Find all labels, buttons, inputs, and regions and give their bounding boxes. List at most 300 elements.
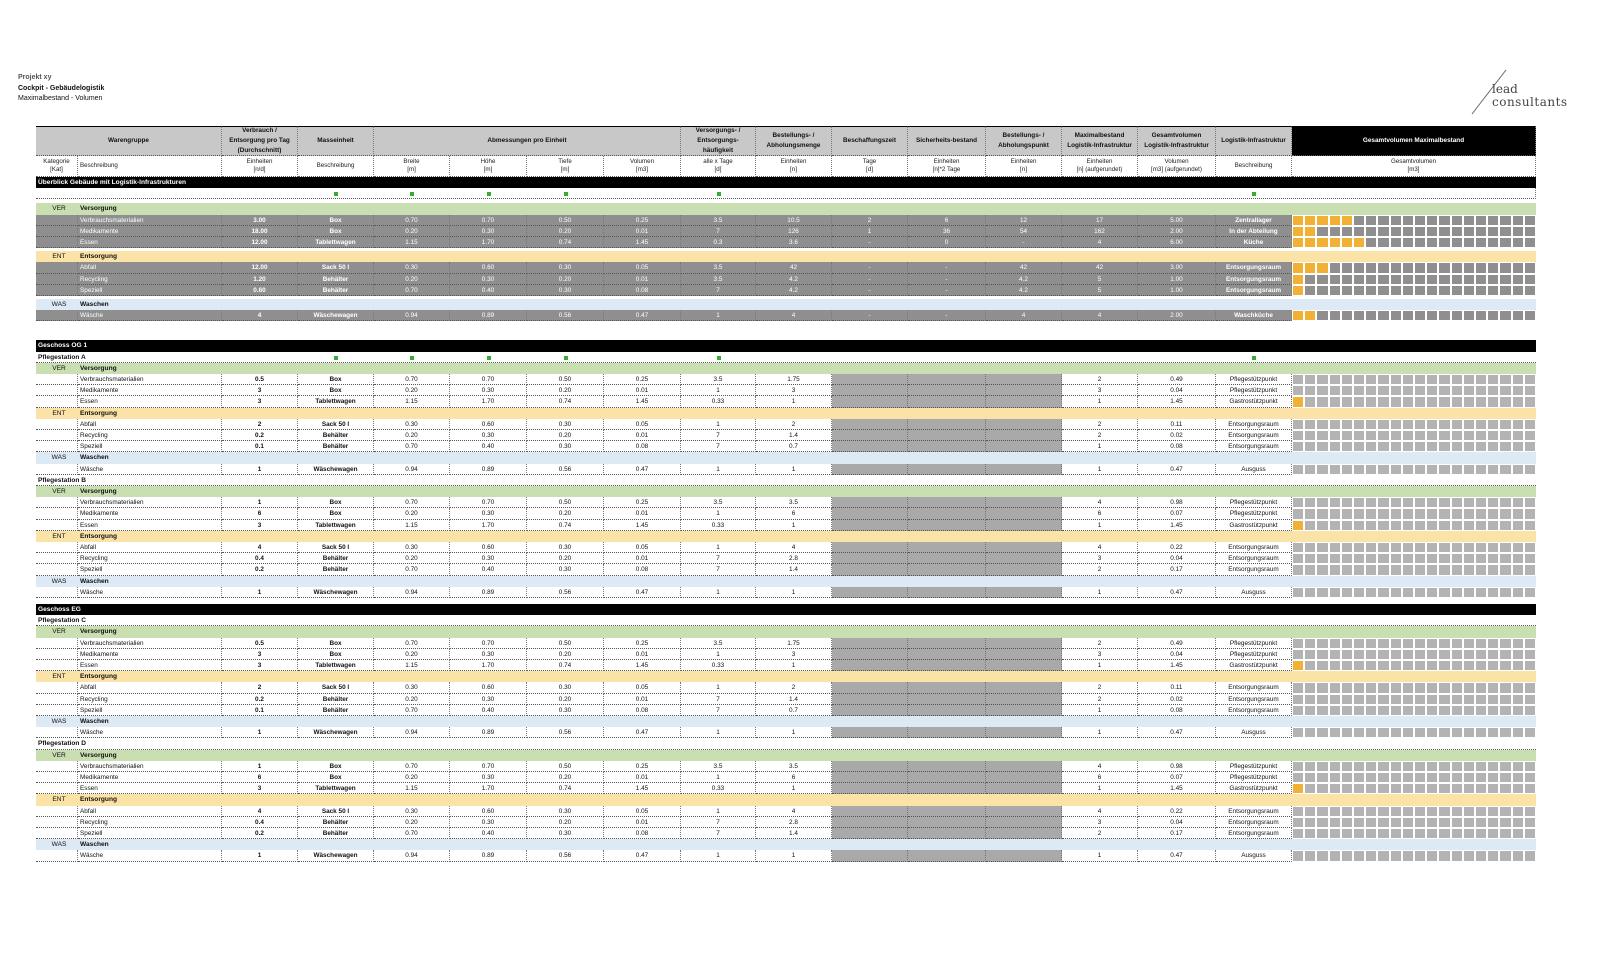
volume-grid-cell — [1365, 850, 1377, 861]
subheader-unit-label: Beschreibung — [1234, 162, 1273, 169]
volume-grid-cell — [1451, 806, 1463, 817]
volume-grid-cell — [1402, 828, 1414, 839]
cell-verbrauch: 0.4 — [222, 817, 298, 828]
subheader-unit: [m3] — [635, 166, 649, 173]
volume-grid-cell — [1402, 705, 1414, 716]
group-name: Versorgung — [80, 364, 117, 372]
cell-vol: 0.01 — [604, 817, 681, 828]
volume-grid-cell — [1341, 385, 1353, 396]
volume-grid-cell — [1475, 396, 1487, 407]
cell-infra: Entsorgungsraum — [1216, 441, 1292, 452]
group-band-ver — [36, 363, 1536, 374]
volume-grid-strip — [1292, 682, 1536, 693]
volume-grid-cell — [1487, 262, 1499, 273]
volume-grid-cell — [1402, 396, 1414, 407]
cell-verbrauch: 0.60 — [222, 285, 298, 296]
volume-grid-cell — [1390, 374, 1402, 385]
volume-grid-cell — [1451, 828, 1463, 839]
column-header: Sicherheits-bestand — [908, 126, 986, 156]
volume-grid-cell — [1451, 441, 1463, 452]
volume-grid-cell — [1512, 285, 1524, 296]
volume-grid-cell — [1329, 649, 1341, 660]
cell-verbrauch: 0.2 — [222, 430, 298, 441]
cell-beschr: Wäsche — [78, 310, 222, 321]
cell-empty — [908, 419, 986, 430]
cell-tiefe: 0.30 — [527, 806, 604, 817]
volume-grid-cell — [1402, 385, 1414, 396]
volume-grid-cell — [1304, 374, 1316, 385]
cell-kat — [36, 850, 78, 861]
station-header: Pflegestation C — [36, 615, 1536, 626]
group-code: VER — [52, 205, 66, 213]
volume-grid-cell — [1402, 660, 1414, 671]
cell-vol: 0.05 — [604, 262, 681, 273]
subheader-unit: [m] — [407, 166, 416, 173]
cell-empty — [832, 564, 908, 575]
cell-menge: 1 — [756, 587, 832, 598]
cell-hoehe: 0.89 — [450, 464, 527, 475]
volume-grid-cell — [1451, 817, 1463, 828]
volume-grid-cell — [1304, 828, 1316, 839]
cell-tiefe: 0.20 — [527, 694, 604, 705]
volume-grid-cell — [1304, 464, 1316, 475]
volume-grid-cell — [1414, 226, 1426, 237]
volume-grid-cell — [1475, 761, 1487, 772]
cell-empty — [986, 553, 1062, 564]
volume-grid-cell — [1316, 285, 1328, 296]
cell-empty — [908, 396, 986, 407]
volume-grid-cell — [1414, 761, 1426, 772]
volume-grid-cell — [1512, 430, 1524, 441]
cell-gesvol: 0.22 — [1138, 542, 1216, 553]
cell-verbrauch: 3 — [222, 660, 298, 671]
volume-grid-cell — [1414, 806, 1426, 817]
cell-empty — [986, 727, 1062, 738]
volume-grid-cell — [1463, 694, 1475, 705]
group-code: WAS — [51, 454, 67, 462]
volume-grid-cell — [1341, 464, 1353, 475]
cell-beschr: Recycling — [78, 553, 222, 564]
group-name: Entsorgung — [80, 409, 117, 417]
cell-me: Box — [298, 761, 374, 772]
volume-grid-cell — [1438, 564, 1450, 575]
volume-grid-cell — [1402, 772, 1414, 783]
cell-bpunkt: 54 — [986, 226, 1062, 237]
volume-grid-cell — [1316, 638, 1328, 649]
volume-grid-cell — [1512, 638, 1524, 649]
volume-grid-cell — [1390, 310, 1402, 321]
cell-infra: Ausguss — [1216, 587, 1292, 598]
volume-grid-cell — [1524, 682, 1536, 693]
volume-grid-cell — [1487, 553, 1499, 564]
volume-grid-cell — [1451, 772, 1463, 783]
cell-empty — [986, 464, 1062, 475]
volume-grid-cell — [1414, 649, 1426, 660]
group-name: Waschen — [80, 454, 109, 462]
volume-grid-cell — [1292, 285, 1304, 296]
cell-vol: 0.47 — [604, 850, 681, 861]
cell-maxb: 162 — [1062, 226, 1138, 237]
cell-kat — [36, 660, 78, 671]
cell-beschr: Medikamente — [78, 508, 222, 519]
cell-vol: 0.05 — [604, 542, 681, 553]
cell-beschr: Abfall — [78, 682, 222, 693]
cell-empty — [908, 817, 986, 828]
group-band-was — [36, 839, 1536, 850]
volume-grid-cell — [1499, 587, 1511, 598]
volume-grid-cell — [1329, 817, 1341, 828]
cell-hoehe: 1.70 — [450, 520, 527, 531]
volume-grid-cell — [1365, 564, 1377, 575]
volume-grid-cell — [1329, 660, 1341, 671]
volume-grid-strip — [1292, 850, 1536, 861]
volume-grid-cell — [1438, 274, 1450, 285]
volume-grid-cell — [1463, 310, 1475, 321]
volume-grid-cell — [1414, 553, 1426, 564]
volume-grid-cell — [1329, 430, 1341, 441]
volume-grid-cell — [1390, 850, 1402, 861]
cell-verbrauch: 1 — [222, 761, 298, 772]
volume-grid-cell — [1353, 727, 1365, 738]
cell-maxb: 3 — [1062, 817, 1138, 828]
volume-grid-cell — [1438, 285, 1450, 296]
volume-grid-cell — [1377, 772, 1389, 783]
column-header: Logistik-Infrastruktur — [1216, 126, 1292, 156]
volume-grid-cell — [1463, 226, 1475, 237]
group-code: VER — [52, 751, 66, 759]
volume-grid-cell — [1341, 553, 1353, 564]
volume-grid-cell — [1475, 430, 1487, 441]
volume-grid-strip — [1292, 385, 1536, 396]
volume-grid-cell — [1463, 705, 1475, 716]
volume-grid-cell — [1426, 649, 1438, 660]
station-header: Pflegestation D — [36, 738, 1536, 749]
volume-grid-cell — [1341, 310, 1353, 321]
cell-breite: 0.20 — [374, 274, 450, 285]
volume-grid-cell — [1304, 396, 1316, 407]
cell-infra: Waschküche — [1216, 310, 1292, 321]
cell-haeuf: 1 — [681, 682, 756, 693]
cell-breite: 0.94 — [374, 587, 450, 598]
volume-grid-cell — [1414, 772, 1426, 783]
volume-grid-cell — [1475, 694, 1487, 705]
volume-grid-cell — [1329, 850, 1341, 861]
cell-hoehe: 0.89 — [450, 587, 527, 598]
cell-empty — [832, 553, 908, 564]
volume-grid-cell — [1402, 649, 1414, 660]
volume-grid-cell — [1377, 553, 1389, 564]
volume-grid-cell — [1512, 396, 1524, 407]
subheader-verbrauch — [222, 156, 298, 177]
cell-me: Box — [298, 385, 374, 396]
volume-grid-cell — [1463, 850, 1475, 861]
cell-verbrauch: 0.1 — [222, 705, 298, 716]
cell-me: Box — [298, 497, 374, 508]
cell-haeuf: 1 — [681, 806, 756, 817]
volume-grid-cell — [1365, 638, 1377, 649]
volume-grid-cell — [1512, 772, 1524, 783]
volume-grid-strip — [1292, 817, 1536, 828]
cell-tiefe: 0.50 — [527, 374, 604, 385]
volume-grid-cell — [1304, 285, 1316, 296]
volume-grid-cell — [1524, 564, 1536, 575]
group-code: WAS — [51, 301, 67, 308]
cell-hoehe: 0.70 — [450, 374, 527, 385]
volume-grid-cell — [1329, 215, 1341, 226]
marker-dot — [717, 356, 721, 360]
cell-empty — [986, 649, 1062, 660]
cell-vol: 0.47 — [604, 727, 681, 738]
volume-grid-cell — [1438, 419, 1450, 430]
cell-tiefe: 0.74 — [527, 660, 604, 671]
volume-grid-cell — [1499, 430, 1511, 441]
cell-menge: 4 — [756, 542, 832, 553]
subheader-unit-label: Einheiten — [1010, 158, 1037, 165]
cell-haeuf: 3.5 — [681, 761, 756, 772]
cell-bzeit: 2 — [832, 215, 908, 226]
cell-haeuf: 7 — [681, 226, 756, 237]
cell-sich: 6 — [908, 215, 986, 226]
volume-grid-cell — [1329, 828, 1341, 839]
cell-vol: 0.08 — [604, 441, 681, 452]
marker-dot — [564, 192, 568, 196]
marker-dot — [487, 192, 491, 196]
volume-grid-cell — [1426, 310, 1438, 321]
volume-grid-cell — [1377, 464, 1389, 475]
cell-empty — [832, 705, 908, 716]
volume-grid-cell — [1524, 727, 1536, 738]
volume-grid-cell — [1499, 682, 1511, 693]
cell-beschr: Medikamente — [78, 385, 222, 396]
cell-verbrauch: 0.2 — [222, 694, 298, 705]
volume-grid-cell — [1451, 497, 1463, 508]
cell-haeuf: 7 — [681, 817, 756, 828]
volume-grid-cell — [1524, 520, 1536, 531]
volume-grid-cell — [1512, 374, 1524, 385]
cell-gesvol: 1.45 — [1138, 520, 1216, 531]
volume-grid-cell — [1524, 587, 1536, 598]
volume-grid-cell — [1438, 638, 1450, 649]
volume-grid-cell — [1304, 430, 1316, 441]
volume-grid-cell — [1512, 237, 1524, 248]
volume-grid-cell — [1353, 660, 1365, 671]
cell-tiefe: 0.20 — [527, 385, 604, 396]
cell-haeuf: 1 — [681, 587, 756, 598]
volume-grid-cell — [1329, 553, 1341, 564]
cell-hoehe: 0.89 — [450, 310, 527, 321]
volume-grid-cell — [1499, 385, 1511, 396]
cell-hoehe: 0.70 — [450, 638, 527, 649]
cell-empty — [986, 419, 1062, 430]
cell-haeuf: 1 — [681, 464, 756, 475]
volume-grid-cell — [1487, 520, 1499, 531]
volume-grid-cell — [1304, 497, 1316, 508]
volume-grid-cell — [1524, 542, 1536, 553]
volume-grid-cell — [1341, 772, 1353, 783]
subheader-infra — [1216, 156, 1292, 177]
volume-grid-cell — [1304, 694, 1316, 705]
volume-grid-cell — [1414, 587, 1426, 598]
volume-grid-strip — [1292, 508, 1536, 519]
cell-maxb: 1 — [1062, 587, 1138, 598]
volume-grid-cell — [1426, 226, 1438, 237]
volume-grid-strip — [1292, 497, 1536, 508]
volume-grid-cell — [1316, 430, 1328, 441]
volume-grid-cell — [1304, 705, 1316, 716]
volume-grid-cell — [1390, 783, 1402, 794]
volume-grid-cell — [1487, 441, 1499, 452]
volume-grid-cell — [1316, 542, 1328, 553]
volume-grid-cell — [1475, 419, 1487, 430]
cell-me: Behälter — [298, 274, 374, 285]
volume-grid-cell — [1438, 772, 1450, 783]
volume-grid-cell — [1377, 587, 1389, 598]
page-title: Cockpit - Gebäudelogistik — [18, 85, 105, 92]
volume-grid-cell — [1390, 262, 1402, 273]
volume-grid-cell — [1426, 705, 1438, 716]
volume-grid-cell — [1341, 660, 1353, 671]
cell-breite: 0.70 — [374, 761, 450, 772]
volume-grid-cell — [1475, 310, 1487, 321]
volume-grid-cell — [1438, 783, 1450, 794]
cell-verbrauch: 1 — [222, 497, 298, 508]
cell-vol: 0.25 — [604, 761, 681, 772]
volume-grid-strip — [1292, 542, 1536, 553]
subheader-unit-label: Breite — [403, 158, 420, 165]
cell-menge: 0.7 — [756, 705, 832, 716]
cell-haeuf: 1 — [681, 385, 756, 396]
volume-grid-cell — [1365, 285, 1377, 296]
volume-grid-cell — [1316, 441, 1328, 452]
volume-grid-cell — [1365, 520, 1377, 531]
volume-grid-cell — [1292, 761, 1304, 772]
volume-grid-cell — [1390, 542, 1402, 553]
volume-grid-cell — [1512, 385, 1524, 396]
volume-grid-cell — [1499, 497, 1511, 508]
cell-hoehe: 0.70 — [450, 761, 527, 772]
cell-verbrauch: 3.00 — [222, 215, 298, 226]
subheader-unit: [d] — [866, 166, 873, 173]
volume-grid-cell — [1524, 761, 1536, 772]
cell-me: Box — [298, 508, 374, 519]
cell-gesvol: 6.00 — [1138, 237, 1216, 248]
volume-grid-cell — [1512, 310, 1524, 321]
volume-grid-cell — [1316, 649, 1328, 660]
volume-grid-cell — [1487, 374, 1499, 385]
volume-grid-cell — [1377, 497, 1389, 508]
cell-beschr: Wäsche — [78, 464, 222, 475]
volume-grid-cell — [1329, 396, 1341, 407]
volume-grid-cell — [1475, 553, 1487, 564]
volume-grid-cell — [1512, 694, 1524, 705]
cell-infra: Entsorgungsraum — [1216, 542, 1292, 553]
volume-grid-cell — [1316, 828, 1328, 839]
volume-grid-cell — [1475, 772, 1487, 783]
volume-grid-cell — [1451, 285, 1463, 296]
cell-haeuf: 1 — [681, 508, 756, 519]
cell-verbrauch: 3 — [222, 396, 298, 407]
volume-grid-cell — [1475, 497, 1487, 508]
volume-grid-cell — [1524, 817, 1536, 828]
cell-empty — [908, 783, 986, 794]
volume-grid-cell — [1512, 464, 1524, 475]
group-name: Waschen — [80, 577, 109, 585]
volume-grid-cell — [1451, 385, 1463, 396]
cell-kat — [36, 772, 78, 783]
cell-maxb: 4 — [1062, 761, 1138, 772]
cell-tiefe: 0.20 — [527, 553, 604, 564]
cell-verbrauch: 0.5 — [222, 638, 298, 649]
volume-grid-cell — [1426, 237, 1438, 248]
cell-beschr: Verbrauchsmaterialien — [78, 497, 222, 508]
volume-grid-cell — [1316, 508, 1328, 519]
volume-grid-cell — [1512, 817, 1524, 828]
cell-kat — [36, 441, 78, 452]
volume-grid-cell — [1365, 396, 1377, 407]
cell-verbrauch: 12.00 — [222, 262, 298, 273]
cell-empty — [908, 682, 986, 693]
volume-grid-cell — [1499, 226, 1511, 237]
volume-grid-cell — [1475, 638, 1487, 649]
subheader-unit: [m3] (aufgerundet) — [1151, 166, 1202, 173]
volume-grid-cell — [1329, 705, 1341, 716]
volume-grid-cell — [1353, 587, 1365, 598]
cell-tiefe: 0.74 — [527, 396, 604, 407]
cell-maxb: 4 — [1062, 542, 1138, 553]
cell-vol: 0.01 — [604, 649, 681, 660]
cell-tiefe: 0.20 — [527, 649, 604, 660]
volume-grid-cell — [1329, 761, 1341, 772]
cell-empty — [986, 828, 1062, 839]
volume-grid-cell — [1365, 772, 1377, 783]
cell-beschr: Speziell — [78, 828, 222, 839]
section-floor: Geschoss EG — [36, 604, 1536, 615]
cell-verbrauch: 0.1 — [222, 441, 298, 452]
volume-grid-cell — [1499, 285, 1511, 296]
cell-gesvol: 0.47 — [1138, 464, 1216, 475]
cell-me: Behälter — [298, 828, 374, 839]
volume-grid-cell — [1316, 850, 1328, 861]
volume-grid-cell — [1292, 274, 1304, 285]
volume-grid-cell — [1426, 828, 1438, 839]
volume-grid-cell — [1390, 441, 1402, 452]
volume-grid-cell — [1353, 783, 1365, 794]
volume-grid-cell — [1341, 817, 1353, 828]
volume-grid-cell — [1304, 542, 1316, 553]
volume-grid-cell — [1414, 783, 1426, 794]
cell-me: Wäschewagen — [298, 727, 374, 738]
cell-gesvol: 3.00 — [1138, 262, 1216, 273]
volume-grid-cell — [1304, 772, 1316, 783]
volume-grid-cell — [1426, 520, 1438, 531]
volume-grid-cell — [1292, 587, 1304, 598]
volume-grid-cell — [1304, 761, 1316, 772]
cell-menge: 0.7 — [756, 441, 832, 452]
cell-sich: - — [908, 262, 986, 273]
cell-menge: 126 — [756, 226, 832, 237]
volume-grid-cell — [1316, 464, 1328, 475]
cell-kat — [36, 761, 78, 772]
volume-grid-cell — [1414, 237, 1426, 248]
volume-grid-cell — [1329, 564, 1341, 575]
volume-grid-cell — [1402, 761, 1414, 772]
volume-grid-cell — [1414, 850, 1426, 861]
cell-infra: In der Abteilung — [1216, 226, 1292, 237]
volume-grid-cell — [1329, 226, 1341, 237]
cell-empty — [986, 638, 1062, 649]
cell-gesvol: 1.00 — [1138, 285, 1216, 296]
cell-menge: 1.75 — [756, 638, 832, 649]
